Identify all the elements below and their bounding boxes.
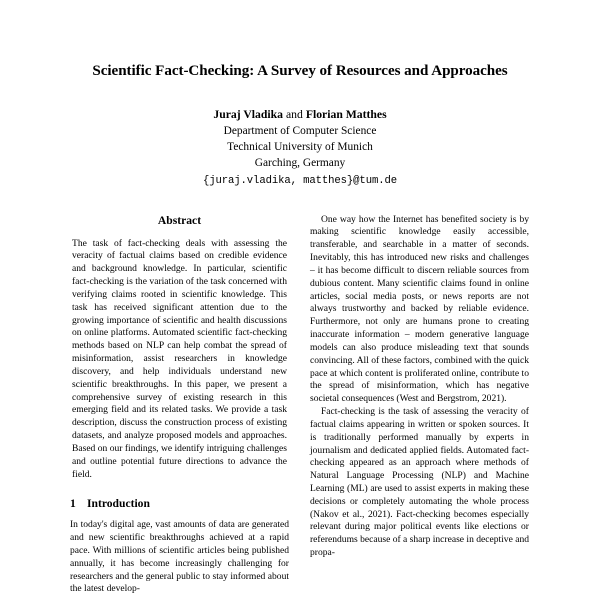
- right-column-body: [310, 214, 529, 560]
- section-number: 1: [70, 497, 76, 511]
- affiliation-email: {juraj.vladika, matthes}@tum.de: [203, 174, 397, 187]
- right-column: [310, 214, 529, 597]
- body-columns: [70, 214, 530, 597]
- right-paragraph-2: Fact-checking is the task of assessing the veracity of factual claims appearing in written or spoken sources. It is traditionally performed manually by experts in journalism and dedicated applied fields. Automated fact-checking appeared as an approach where methods of Natural Language Processing (NLP) and Machine Learning (ML) are used to assist experts in making these decisions or completely automating the whole process (Nakov et al., 2021). Fact-checking becomes especially relevant during major political events like elections or referendums because of a sharp increase in deceptive and propa-: [310, 406, 529, 559]
- abstract-heading: Abstract: [157, 213, 202, 227]
- author-first: Juraj Vladika: [213, 107, 283, 121]
- section-title: Introduction: [87, 497, 150, 511]
- page-title: Scientific Fact-Checking: A Survey of Resources and Approaches: [92, 63, 508, 79]
- introduction-paragraph-1: In today's digital age, vast amounts of data are generated and new scientific breakthroughs achieved at a rapid pace. With millions of scientific articles being published annually, it has become increasingly challenging for researchers and the general public to stay informed about the latest develop-: [70, 519, 289, 595]
- left-column: [70, 214, 289, 597]
- affiliation-university: Technical University of Munich: [227, 140, 373, 153]
- section-heading-introduction: [70, 497, 289, 510]
- author-list: [70, 107, 530, 123]
- affiliation-department: Department of Computer Science: [223, 124, 377, 137]
- abstract-paragraph: The task of fact-checking deals with assessing the veracity of factual claims based on credible evidence and background knowledge. In particular, scientific fact-checking is the variation of the task concerned with verifying claims rooted in scientific knowledge. This task has received significant attention due to the growing importance of scientific and health discussions on online platforms. Automated scientific fact-checking methods based on NLP can help combat the spread of misinformation, assist researchers in knowledge discovery, and help individuals understand new scientific breakthroughs. In this paper, we present a comprehensive survey of existing research in this emerging field and its related tasks. We provide a task description, discuss the construction process of existing datasets, and analyze proposed models and approaches. Based on our findings, we identify intriguing challenges and outline potential future directions to advance the field.: [72, 237, 287, 480]
- right-paragraph-1: One way how the Internet has benefited society is by making scientific knowledge easily accessible, transferable, and searchable in a matter of seconds. Inevitably, this has introduced new risks and challenges – it has become difficult to discern reliable sources from dubious content. Many scientific claims found in online articles, social media posts, or news reports are not always trustworthy and backed by reliable evidence. Furthermore, not only are humans prone to creating inaccurate information – modern generative language models can also produce misleading text that sounds convincing. All of these factors, combined with the quick pace at which content is proliferated online, contribute to the spread of misinformation, which has negative societal consequences (West and Bergstrom, 2021).: [310, 213, 529, 405]
- author-second: Florian Matthes: [305, 107, 387, 121]
- author-conjunction: and: [285, 107, 303, 121]
- affiliation-location: Garching, Germany: [254, 157, 346, 170]
- abstract-body: [70, 238, 289, 482]
- title-block: [70, 0, 530, 190]
- introduction-body: [70, 519, 289, 596]
